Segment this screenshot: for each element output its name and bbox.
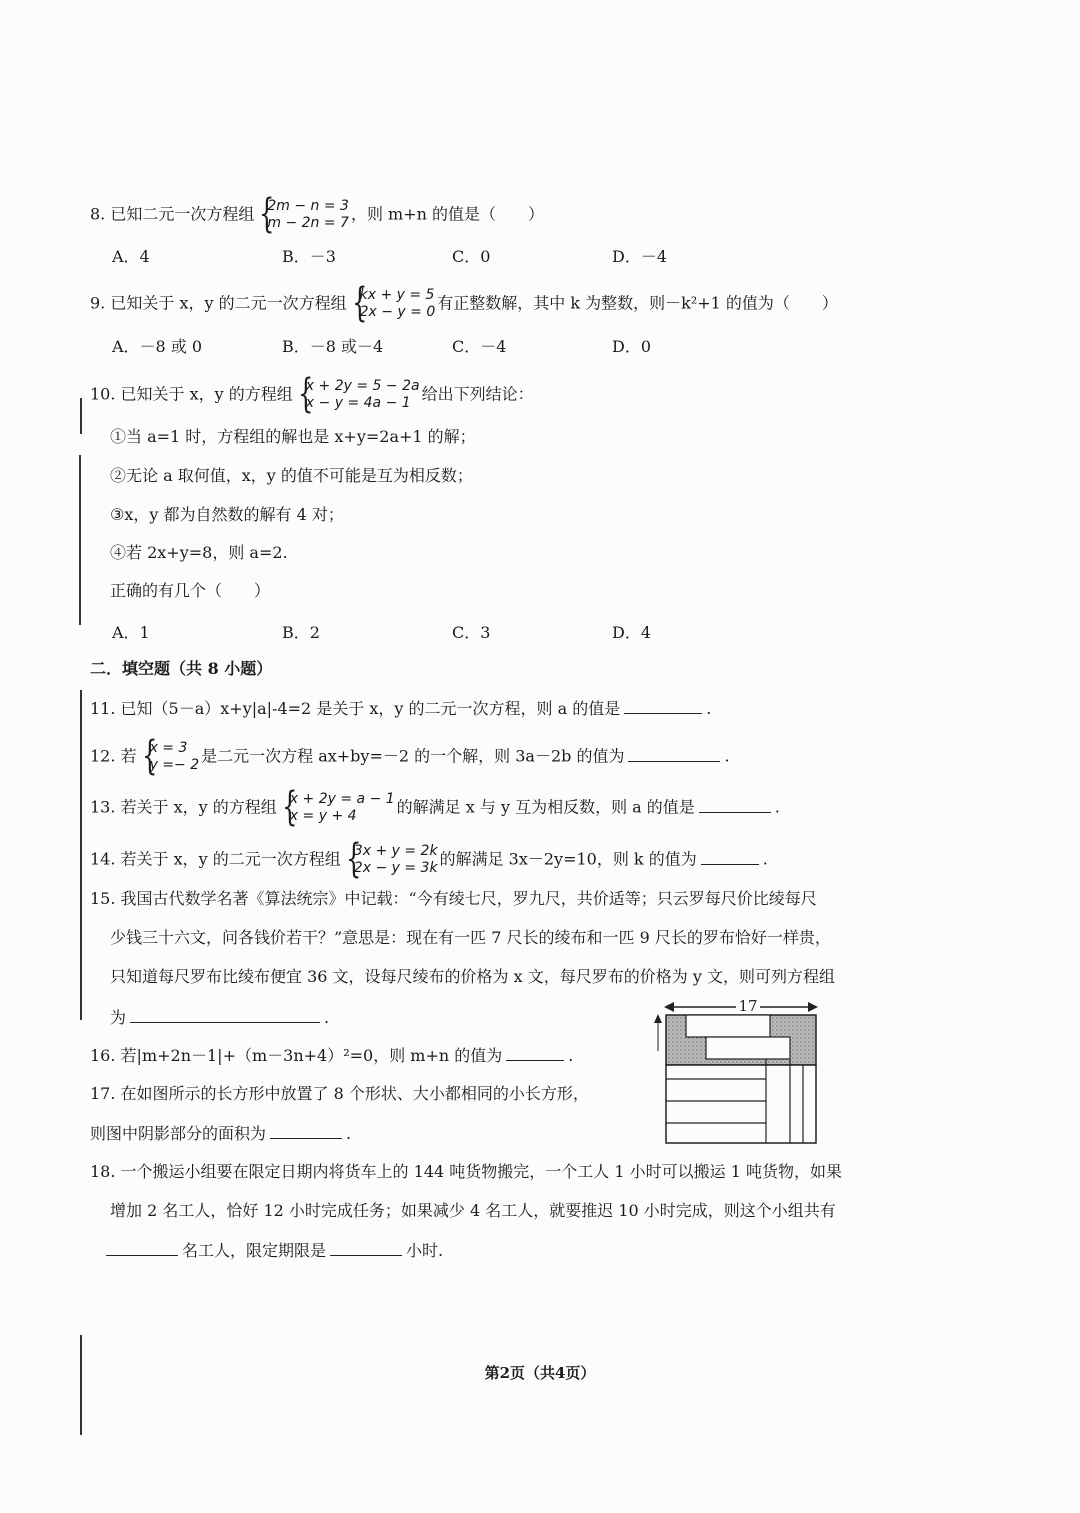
- question-15-line-1: 15. 我国古代数学名著《算法统宗》中记载：“今有绫七尺，罗九尺，共价适等；只云罗每尺价比绫每尺: [90, 889, 817, 908]
- question-18-line-2: 增加 2 名工人，恰好 12 小时完成任务；如果减少 4 名工人，就要推迟 10 小时完成，则这个小组共有: [110, 1201, 836, 1220]
- conclusion-2: ②无论 a 取何值，x，y 的值不可能是互为相反数；: [110, 466, 473, 485]
- option-a: A．4: [112, 247, 150, 266]
- question-17-line-2: 则图中阴影部分的面积为 .: [90, 1124, 352, 1143]
- option-d: D．－4: [612, 247, 668, 266]
- small-rectangle: [706, 1037, 790, 1059]
- question-14: 14. 若关于 x，y 的二元一次方程组 { 3x + y = 2k 2x − y = 3k 的解满足 3x－2y=10，则 k 的值为 .: [90, 843, 768, 877]
- option-c: C．0: [452, 247, 491, 266]
- option-d: D．0: [612, 337, 652, 356]
- arrow-head-left: [664, 1002, 674, 1012]
- conclusion-4: ④若 2x+y=8，则 a=2.: [110, 543, 288, 562]
- option-a: A．1: [112, 623, 150, 642]
- question-11: 11. 已知（5－a）x+y|a|-4=2 是关于 x，y 的二元一次方程，则 a 的值是 .: [90, 699, 712, 718]
- option-a: A．－8 或 0: [112, 337, 203, 356]
- question-10: 10. 已知关于 x，y 的方程组 { x + 2y = 5 − 2a x − y = 4a − 1 给出下列结论：: [90, 378, 534, 412]
- option-d: D．4: [612, 623, 652, 642]
- option-c: C．3: [452, 623, 491, 642]
- option-b: B．－8 或－4: [282, 337, 384, 356]
- question-15-line-2: 少钱三十六文，问各钱价若干？”意思是：现在有一匹 7 尺长的绫布和一匹 9 尺长的罗布恰好一样贵，: [110, 928, 831, 947]
- question-12: 12. 若 { x = 3 y =− 2 是二元一次方程 ax+by=－2 的一个解，则 3a－2b 的值为 .: [90, 740, 730, 774]
- equation-system: { x + 2y = 5 − 2a x − y = 4a − 1: [295, 378, 420, 412]
- answer-blank[interactable]: [699, 796, 771, 813]
- question-9: 9. 已知关于 x，y 的二元一次方程组 { kx + y = 5 2x − y = 0 有正整数解，其中 k 为整数，则－k²+1 的值为（ ）: [90, 287, 838, 321]
- question-13: 13. 若关于 x，y 的方程组 { x + 2y = a − 1 x = y + 4 的解满足 x 与 y 互为相反数，则 a 的值是 .: [90, 791, 780, 825]
- answer-blank-hours[interactable]: [330, 1239, 402, 1256]
- height-arrow-head: [654, 1014, 662, 1023]
- question-15-line-4: 为 .: [110, 1008, 330, 1027]
- page-footer: 第2页（共4页）: [484, 1364, 596, 1382]
- question-18-line-3: 名工人，限定期限是 小时.: [102, 1239, 443, 1262]
- margin-line: [80, 1335, 82, 1435]
- answer-blank[interactable]: [506, 1044, 564, 1061]
- margin-line: [80, 690, 82, 1020]
- conclusion-1: ①当 a=1 时，方程组的解也是 x+y=2a+1 的解；: [110, 427, 476, 446]
- option-b: B．2: [282, 623, 320, 642]
- question-16: 16. 若|m+2n－1|+（m－3n+4）²=0，则 m+n 的值为 .: [90, 1046, 574, 1065]
- section-heading: 二．填空题（共 8 小题）: [90, 659, 273, 678]
- question-8: 8. 已知二元一次方程组 { 2m − n = 3 m − 2n = 7 ，则 m+n 的值是（ ）: [90, 198, 544, 232]
- question-18-line-1: 18. 一个搬运小组要在限定日期内将货车上的 144 吨货物搬完，一个工人 1 小时可以搬运 1 吨货物，如果: [90, 1162, 842, 1181]
- answer-blank[interactable]: [701, 848, 759, 865]
- arrow-head-right: [808, 1002, 818, 1012]
- question-prompt: 正确的有几个（ ）: [110, 581, 271, 600]
- small-rectangle: [686, 1015, 770, 1037]
- equation-system: { 2m − n = 3 m − 2n = 7: [256, 198, 349, 232]
- margin-line: [79, 455, 81, 625]
- option-c: C．－4: [452, 337, 507, 356]
- conclusion-3: ③x，y 都为自然数的解有 4 对；: [110, 505, 344, 524]
- dimension-label: 17: [738, 997, 758, 1015]
- answer-blank[interactable]: [270, 1122, 342, 1139]
- answer-blank-workers[interactable]: [106, 1239, 178, 1256]
- rectangle-figure: [648, 993, 828, 1148]
- equation-system: { kx + y = 5 2x − y = 0: [349, 287, 436, 321]
- question-17-line-1: 17. 在如图所示的长方形中放置了 8 个形状、大小都相同的小长方形，: [90, 1084, 589, 1103]
- answer-blank[interactable]: [130, 1006, 320, 1023]
- answer-blank[interactable]: [624, 697, 702, 714]
- margin-line: [80, 398, 82, 434]
- option-b: B．－3: [282, 247, 336, 266]
- equation-system: { x + 2y = a − 1 x = y + 4: [279, 791, 395, 825]
- equation-system: { 3x + y = 2k 2x − y = 3k: [343, 843, 438, 877]
- equation-system: { x = 3 y =− 2: [139, 740, 200, 774]
- answer-blank[interactable]: [628, 745, 720, 762]
- question-15-line-3: 只知道每尺罗布比绫布便宜 36 文，设每尺绫布的价格为 x 文，每尺罗布的价格为 y 文，则可列方程组: [110, 967, 835, 986]
- outer-rectangle: [666, 1065, 816, 1143]
